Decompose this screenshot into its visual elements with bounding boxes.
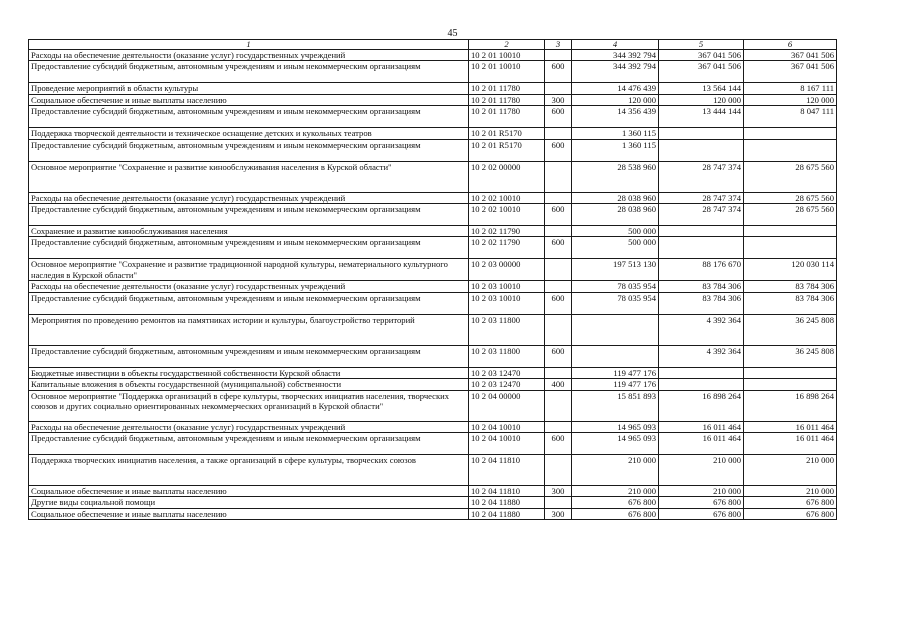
amount-year-3: 676 800	[744, 497, 837, 508]
budget-table-body	[29, 40, 837, 520]
target-code: 10 2 04 11880	[469, 497, 545, 508]
row-name: Предоставление субсидий бюджетным, автономным учреждениям и иным некоммерческим организациям	[29, 139, 469, 161]
amount-year-1: 14 356 439	[572, 106, 659, 128]
amount-year-3: 8 167 111	[744, 83, 837, 94]
amount-year-3: 120 030 114	[744, 259, 837, 281]
amount-year-2: 4 392 364	[659, 314, 744, 345]
column-number: 6	[744, 40, 837, 50]
expense-type-code	[545, 50, 572, 61]
amount-year-1: 1 360 115	[572, 128, 659, 139]
amount-year-1: 120 000	[572, 94, 659, 105]
column-number: 5	[659, 40, 744, 50]
expense-type-code	[545, 497, 572, 508]
amount-year-2	[659, 226, 744, 237]
row-name: Предоставление субсидий бюджетным, автономным учреждениям и иным некоммерческим организациям	[29, 61, 469, 83]
amount-year-3: 8 047 111	[744, 106, 837, 128]
amount-year-2: 16 011 464	[659, 421, 744, 432]
row-name: Расходы на обеспечение деятельности (оказание услуг) государственных учреждений	[29, 421, 469, 432]
expense-type-code	[545, 314, 572, 345]
amount-year-2: 83 784 306	[659, 292, 744, 314]
table-row	[29, 259, 837, 281]
amount-year-2	[659, 237, 744, 259]
expense-type-code: 600	[545, 61, 572, 83]
target-code: 10 2 03 11800	[469, 345, 545, 367]
page-number: 45	[447, 28, 458, 39]
amount-year-2: 28 747 374	[659, 161, 744, 192]
row-name: Предоставление субсидий бюджетным, автономным учреждениям и иным некоммерческим организациям	[29, 204, 469, 226]
amount-year-1: 28 038 960	[572, 192, 659, 203]
expense-type-code: 600	[545, 345, 572, 367]
row-name: Предоставление субсидий бюджетным, автономным учреждениям и иным некоммерческим организациям	[29, 106, 469, 128]
amount-year-3	[744, 139, 837, 161]
target-code: 10 2 04 10010	[469, 433, 545, 455]
target-code: 10 2 03 10010	[469, 281, 545, 292]
column-number: 3	[545, 40, 572, 50]
row-name: Другие виды социальной помощи	[29, 497, 469, 508]
target-code: 10 2 02 00000	[469, 161, 545, 192]
amount-year-2: 367 041 506	[659, 61, 744, 83]
row-name: Социальное обеспечение и иные выплаты населению	[29, 508, 469, 519]
target-code: 10 2 01 R5170	[469, 139, 545, 161]
amount-year-3: 367 041 506	[744, 50, 837, 61]
amount-year-2	[659, 379, 744, 390]
expense-type-code	[545, 281, 572, 292]
row-name: Основное мероприятие "Сохранение и развитие кинообслуживания населения в Курской области"	[29, 161, 469, 192]
amount-year-2	[659, 139, 744, 161]
row-name: Основное мероприятие "Сохранение и развитие традиционной народной культуры, нематериального культурного наследия в Курской области"	[29, 259, 469, 281]
target-code: 10 2 01 R5170	[469, 128, 545, 139]
target-code: 10 2 03 12470	[469, 379, 545, 390]
target-code: 10 2 04 11880	[469, 508, 545, 519]
amount-year-2: 210 000	[659, 486, 744, 497]
amount-year-1: 14 965 093	[572, 421, 659, 432]
amount-year-3	[744, 367, 837, 378]
table-row	[29, 106, 837, 128]
expense-type-code	[545, 259, 572, 281]
amount-year-3: 16 898 264	[744, 390, 837, 421]
expense-type-code	[545, 367, 572, 378]
row-name: Предоставление субсидий бюджетным, автономным учреждениям и иным некоммерческим организациям	[29, 433, 469, 455]
amount-year-1: 28 538 960	[572, 161, 659, 192]
expense-type-code	[545, 421, 572, 432]
row-name: Проведение мероприятий в области культуры	[29, 83, 469, 94]
target-code: 10 2 03 11800	[469, 314, 545, 345]
amount-year-2: 676 800	[659, 508, 744, 519]
row-name: Мероприятия по проведению ремонтов на памятниках истории и культуры, благоустройство территорий	[29, 314, 469, 345]
amount-year-3	[744, 379, 837, 390]
target-code: 10 2 02 11790	[469, 237, 545, 259]
expense-type-code	[545, 455, 572, 486]
amount-year-2: 83 784 306	[659, 281, 744, 292]
amount-year-2: 13 444 144	[659, 106, 744, 128]
amount-year-1	[572, 345, 659, 367]
amount-year-3: 28 675 560	[744, 204, 837, 226]
amount-year-3: 210 000	[744, 455, 837, 486]
amount-year-3: 28 675 560	[744, 161, 837, 192]
table-row	[29, 83, 837, 94]
amount-year-1: 119 477 176	[572, 379, 659, 390]
target-code: 10 2 01 11780	[469, 106, 545, 128]
expense-type-code: 300	[545, 486, 572, 497]
row-name: Социальное обеспечение и иные выплаты населению	[29, 486, 469, 497]
table-row	[29, 61, 837, 83]
amount-year-1: 78 035 954	[572, 292, 659, 314]
table-row	[29, 345, 837, 367]
table-row	[29, 192, 837, 203]
table-row	[29, 367, 837, 378]
amount-year-2: 28 747 374	[659, 204, 744, 226]
amount-year-1: 500 000	[572, 237, 659, 259]
amount-year-1: 500 000	[572, 226, 659, 237]
amount-year-3: 16 011 464	[744, 421, 837, 432]
table-row	[29, 433, 837, 455]
expense-type-code	[545, 161, 572, 192]
target-code: 10 2 04 11810	[469, 455, 545, 486]
table-row	[29, 508, 837, 519]
target-code: 10 2 03 12470	[469, 367, 545, 378]
amount-year-1: 78 035 954	[572, 281, 659, 292]
row-name: Бюджетные инвестиции в объекты государственной собственности Курской области	[29, 367, 469, 378]
amount-year-3: 83 784 306	[744, 281, 837, 292]
expense-type-code: 600	[545, 292, 572, 314]
target-code: 10 2 04 10010	[469, 421, 545, 432]
row-name: Капитальные вложения в объекты государственной (муниципальной) собственности	[29, 379, 469, 390]
amount-year-1: 197 513 130	[572, 259, 659, 281]
table-row	[29, 139, 837, 161]
amount-year-3: 36 245 808	[744, 345, 837, 367]
table-row	[29, 94, 837, 105]
target-code: 10 2 01 10010	[469, 61, 545, 83]
amount-year-2	[659, 367, 744, 378]
expense-type-code: 400	[545, 379, 572, 390]
budget-table	[28, 39, 837, 520]
column-number: 1	[29, 40, 469, 50]
table-row	[29, 281, 837, 292]
row-name: Предоставление субсидий бюджетным, автономным учреждениям и иным некоммерческим организациям	[29, 237, 469, 259]
target-code: 10 2 02 10010	[469, 204, 545, 226]
amount-year-2	[659, 128, 744, 139]
amount-year-1: 28 038 960	[572, 204, 659, 226]
table-row	[29, 161, 837, 192]
amount-year-2: 120 000	[659, 94, 744, 105]
expense-type-code	[545, 83, 572, 94]
target-code: 10 2 02 10010	[469, 192, 545, 203]
target-code: 10 2 04 11810	[469, 486, 545, 497]
amount-year-2: 28 747 374	[659, 192, 744, 203]
row-name: Расходы на обеспечение деятельности (оказание услуг) государственных учреждений	[29, 281, 469, 292]
target-code: 10 2 02 11790	[469, 226, 545, 237]
column-number-row	[29, 40, 837, 50]
table-row	[29, 455, 837, 486]
amount-year-3: 83 784 306	[744, 292, 837, 314]
amount-year-2: 210 000	[659, 455, 744, 486]
row-name: Предоставление субсидий бюджетным, автономным учреждениям и иным некоммерческим организациям	[29, 292, 469, 314]
amount-year-1: 1 360 115	[572, 139, 659, 161]
amount-year-1: 344 392 794	[572, 61, 659, 83]
amount-year-1: 15 851 893	[572, 390, 659, 421]
expense-type-code	[545, 226, 572, 237]
expense-type-code: 300	[545, 94, 572, 105]
amount-year-1: 14 965 093	[572, 433, 659, 455]
target-code: 10 2 01 10010	[469, 50, 545, 61]
expense-type-code	[545, 390, 572, 421]
amount-year-2: 4 392 364	[659, 345, 744, 367]
amount-year-2: 16 011 464	[659, 433, 744, 455]
amount-year-3	[744, 237, 837, 259]
row-name: Расходы на обеспечение деятельности (оказание услуг) государственных учреждений	[29, 192, 469, 203]
row-name: Расходы на обеспечение деятельности (оказание услуг) государственных учреждений	[29, 50, 469, 61]
table-row	[29, 390, 837, 421]
expense-type-code: 600	[545, 204, 572, 226]
table-row	[29, 226, 837, 237]
table-row	[29, 497, 837, 508]
column-number: 4	[572, 40, 659, 50]
table-row	[29, 314, 837, 345]
row-name: Поддержка творческой деятельности и техническое оснащение детских и кукольных театров	[29, 128, 469, 139]
table-row	[29, 292, 837, 314]
table-row	[29, 421, 837, 432]
amount-year-3: 210 000	[744, 486, 837, 497]
row-name: Социальное обеспечение и иные выплаты населению	[29, 94, 469, 105]
expense-type-code: 600	[545, 139, 572, 161]
row-name: Предоставление субсидий бюджетным, автономным учреждениям и иным некоммерческим организациям	[29, 345, 469, 367]
expense-type-code	[545, 192, 572, 203]
row-name: Основное мероприятие "Поддержка организаций в сфере культуры, творческих инициатив населения, творческих союзов и других социально ориентированных некоммерческих организаций в Курской области"	[29, 390, 469, 421]
amount-year-1: 119 477 176	[572, 367, 659, 378]
amount-year-3	[744, 128, 837, 139]
target-code: 10 2 01 11780	[469, 94, 545, 105]
amount-year-3: 367 041 506	[744, 61, 837, 83]
amount-year-1: 14 476 439	[572, 83, 659, 94]
amount-year-1: 344 392 794	[572, 50, 659, 61]
table-row	[29, 128, 837, 139]
row-name: Сохранение и развитие кинообслуживания населения	[29, 226, 469, 237]
column-number: 2	[469, 40, 545, 50]
amount-year-3: 16 011 464	[744, 433, 837, 455]
table-row	[29, 379, 837, 390]
amount-year-2: 367 041 506	[659, 50, 744, 61]
amount-year-3: 676 800	[744, 508, 837, 519]
expense-type-code: 300	[545, 508, 572, 519]
amount-year-1: 676 800	[572, 508, 659, 519]
table-row	[29, 204, 837, 226]
amount-year-2: 13 564 144	[659, 83, 744, 94]
amount-year-1: 210 000	[572, 486, 659, 497]
expense-type-code: 600	[545, 433, 572, 455]
amount-year-2: 676 800	[659, 497, 744, 508]
table-row	[29, 237, 837, 259]
amount-year-3	[744, 226, 837, 237]
expense-type-code: 600	[545, 106, 572, 128]
row-name: Поддержка творческих инициатив населения, а также организаций в сфере культуры, творческих союзов	[29, 455, 469, 486]
amount-year-1: 676 800	[572, 497, 659, 508]
target-code: 10 2 03 00000	[469, 259, 545, 281]
target-code: 10 2 03 10010	[469, 292, 545, 314]
target-code: 10 2 04 00000	[469, 390, 545, 421]
table-row	[29, 486, 837, 497]
table-row	[29, 50, 837, 61]
amount-year-2: 88 176 670	[659, 259, 744, 281]
amount-year-1: 210 000	[572, 455, 659, 486]
target-code: 10 2 01 11780	[469, 83, 545, 94]
amount-year-3: 120 000	[744, 94, 837, 105]
expense-type-code	[545, 128, 572, 139]
expense-type-code: 600	[545, 237, 572, 259]
amount-year-1	[572, 314, 659, 345]
amount-year-3: 36 245 808	[744, 314, 837, 345]
amount-year-2: 16 898 264	[659, 390, 744, 421]
amount-year-3: 28 675 560	[744, 192, 837, 203]
